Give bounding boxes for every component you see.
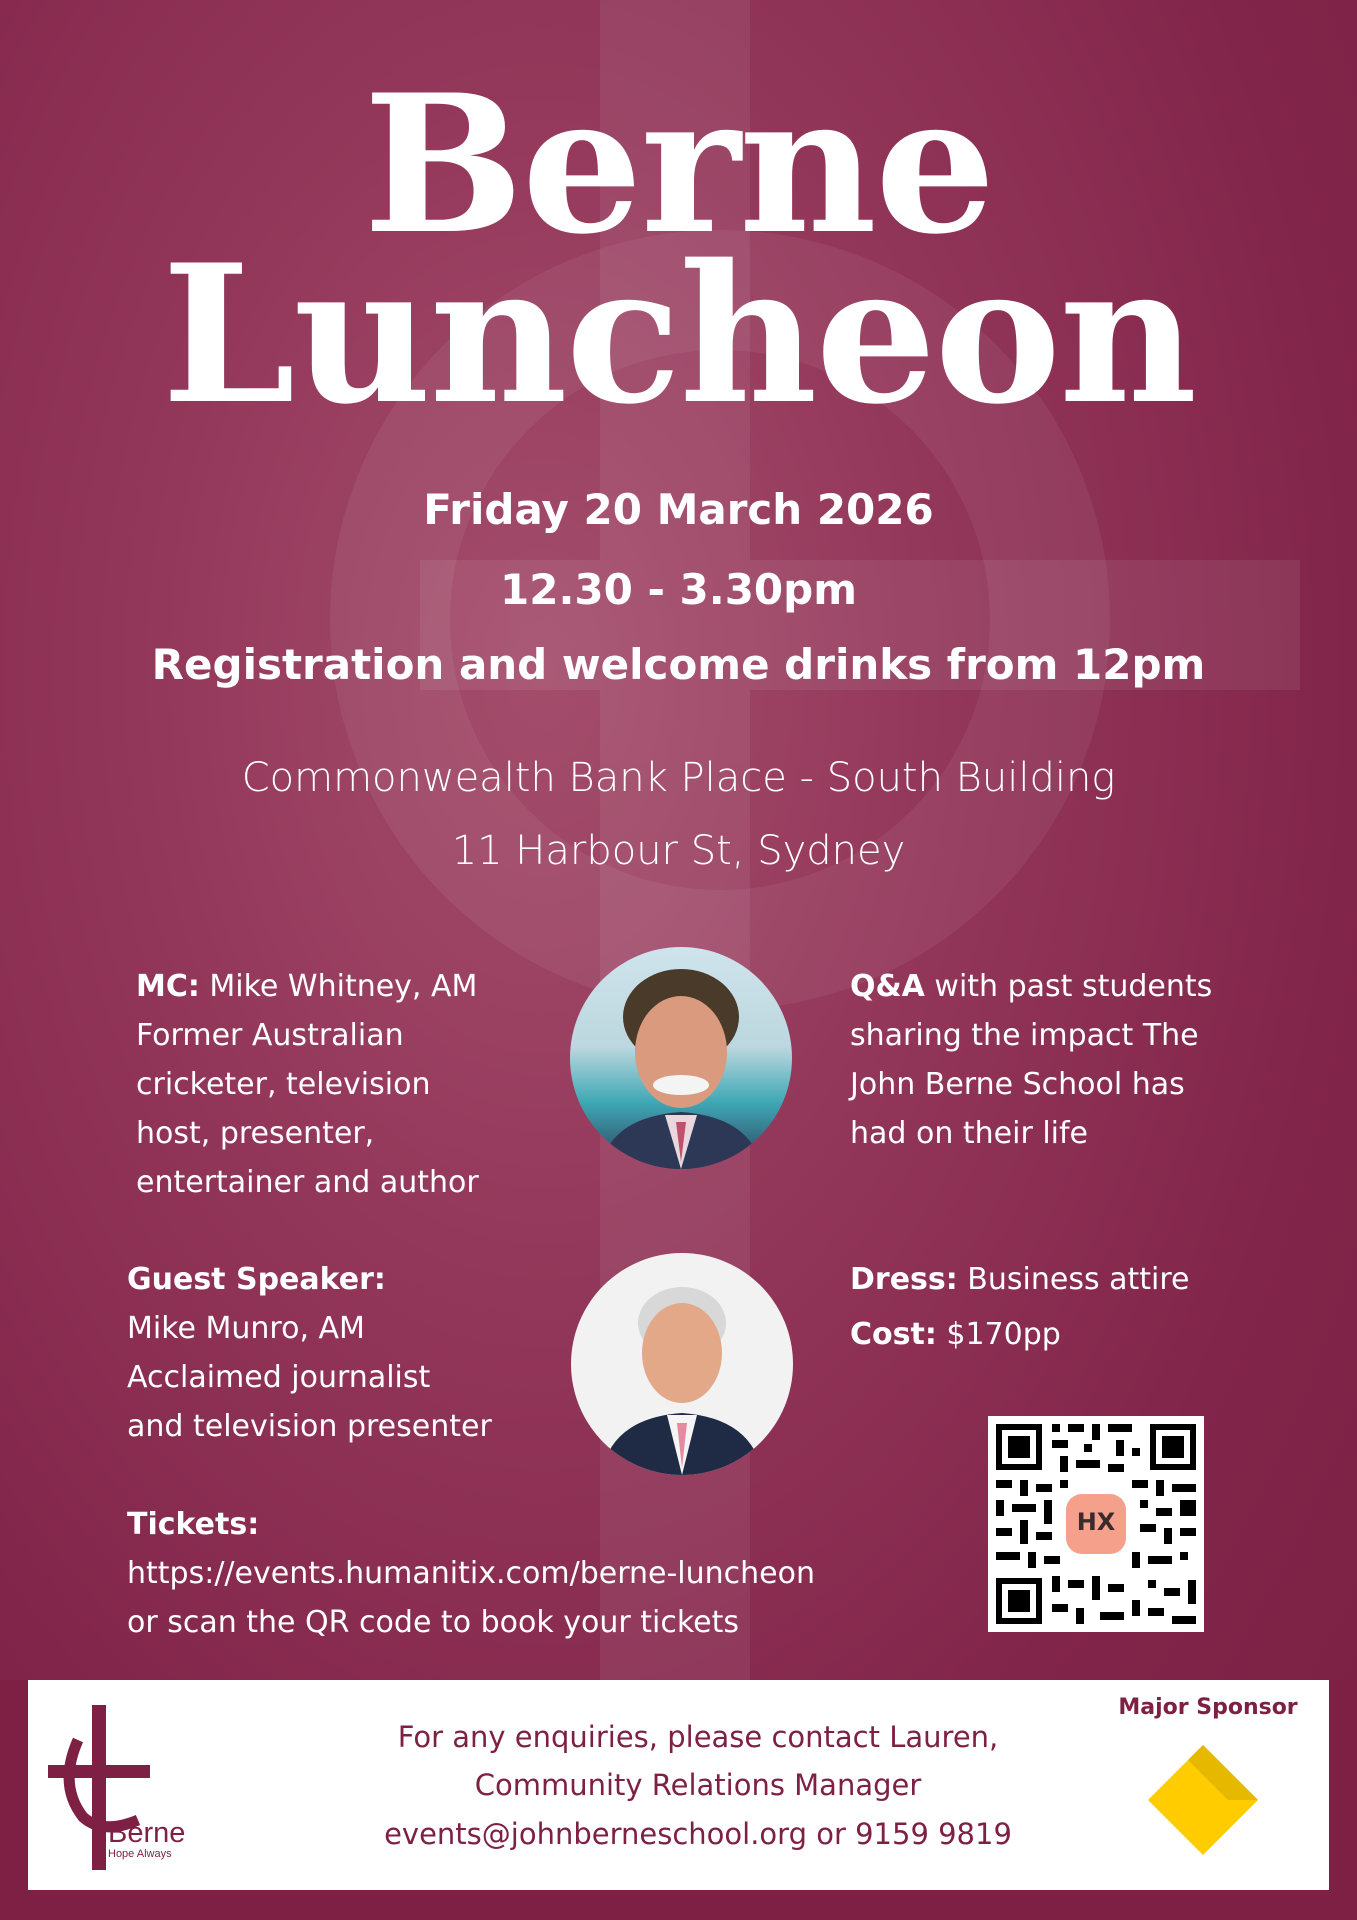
tickets-block [127,1500,907,1647]
event-date: Friday 20 March 2026 [423,485,934,534]
qa-block [850,962,1270,1158]
guest-label: Guest Speaker: [127,1262,386,1297]
qa-desc-line: had on their life [850,1116,1089,1151]
footer-panel [28,1680,1329,1890]
event-time: 12.30 - 3.30pm [500,565,857,614]
footer [0,1680,1357,1920]
qa-desc-line: sharing the impact The [850,1018,1199,1053]
tickets-url-link[interactable]: https://events.humanitix.com/berne-luncheon [127,1556,815,1591]
mc-desc-line: Former Australian [136,1018,404,1053]
logo-name: Berne [108,1817,186,1849]
cost-label: Cost: [850,1317,937,1352]
qr-center-badge: HX [1076,1508,1116,1536]
contact-line-3[interactable]: events@johnberneschool.org or 9159 9819 [384,1817,1012,1851]
venue-line-2: 11 Harbour St, Sydney [451,828,906,874]
qa-desc-line: John Berne School has [850,1067,1185,1102]
mc-desc-line: host, presenter, [136,1116,375,1151]
guest-desc-line: Mike Munro, AM [127,1311,365,1346]
contact-line-2: Community Relations Manager [474,1768,922,1802]
dress-label: Dress: [850,1262,958,1297]
qa-label: Q&A [850,969,925,1004]
commonwealth-bank-diamond-icon [1143,1740,1263,1860]
venue-line-1: Commonwealth Bank Place - South Building [241,755,1116,801]
guest-desc-line: Acclaimed journalist [127,1360,431,1395]
mc-desc-line: entertainer and author [136,1165,479,1200]
title-line-2: Luncheon [161,223,1196,446]
mc-label: MC: [136,969,200,1004]
logo-tagline: Hope Always [108,1848,172,1860]
tickets-label: Tickets: [127,1507,260,1542]
guest-speaker-block [127,1255,557,1451]
event-registration: Registration and welcome drinks from 12pm [151,640,1206,689]
mc-block [136,962,556,1207]
qr-code[interactable] [988,1416,1204,1632]
mc-photo [570,947,792,1169]
cost-value: $170pp [936,1317,1061,1352]
guest-photo [571,1253,793,1475]
tickets-note: or scan the QR code to book your tickets [127,1605,739,1640]
sponsor-label: Major Sponsor [1118,1695,1298,1720]
contact-line-1: For any enquiries, please contact Lauren, [397,1720,999,1754]
title-line-1: Berne [363,53,994,276]
dress-value: Business attire [957,1262,1190,1297]
mc-desc-line: cricketer, television [136,1067,431,1102]
guest-desc-line: and television presenter [127,1409,492,1444]
qa-first: with past students [924,969,1213,1004]
dress-cost-block [850,1255,1270,1359]
mc-name: Mike Whitney, AM [199,969,478,1004]
